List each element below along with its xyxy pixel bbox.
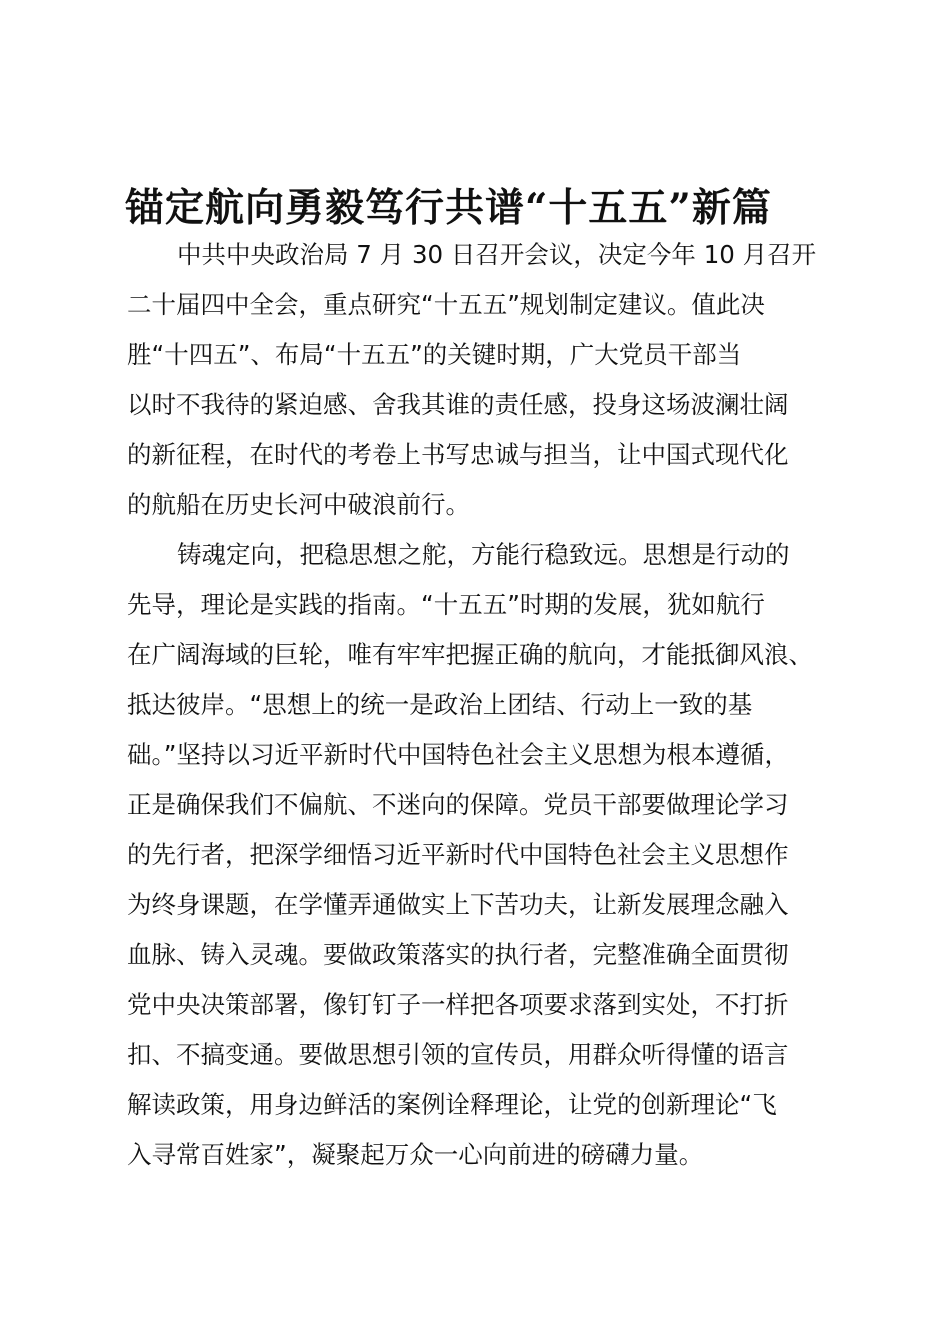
document-body [127, 230, 862, 1180]
paragraph-line: 扣、不搞变通。要做思想引领的宣传员，用群众听得懂的语言 [127, 1040, 789, 1069]
paragraph-line: 解读政策，用身边鲜活的案例诠释理论，让党的创新理论“飞 [127, 1090, 777, 1119]
paragraph-line: 党中央决策部署，像钉钉子一样把各项要求落到实处，不打折 [127, 990, 789, 1019]
paragraph-line: 二十届四中全会，重点研究“十五五”规划制定建议。值此决 [127, 290, 765, 319]
paragraph-1 [127, 230, 862, 530]
document-title: 锚定航向勇毅笃行共谱“十五五”新篇 [125, 185, 772, 231]
paragraph-line: 的先行者，把深学细悟习近平新时代中国特色社会主义思想作 [127, 840, 789, 869]
paragraph-line: 为终身课题，在学懂弄通做实上下苦功夫，让新发展理念融入 [127, 890, 789, 919]
paragraph-line: 入寻常百姓家”，凝聚起万众一心向前进的磅礴力量。 [127, 1140, 704, 1169]
paragraph-2 [127, 530, 862, 1180]
paragraph-line: 以时不我待的紧迫感、舍我其谁的责任感，投身这场波澜壮阔 [127, 390, 789, 419]
paragraph-line: 的航船在历史长河中破浪前行。 [127, 490, 470, 519]
paragraph-line: 血脉、铸入灵魂。要做政策落实的执行者，完整准确全面贯彻 [127, 940, 789, 969]
paragraph-line: 在广阔海域的巨轮，唯有牢牢把握正确的航向，才能抵御风浪、 [127, 640, 813, 669]
paragraph-line: 先导，理论是实践的指南。“十五五”时期的发展，犹如航行 [127, 590, 765, 619]
paragraph-line: 中共中央政治局 7 月 30 日召开会议，决定今年 10 月召开 [177, 240, 817, 269]
paragraph-line: 础。”坚持以习近平新时代中国特色社会主义思想为根本遵循， [127, 740, 789, 769]
paragraph-line: 抵达彼岸。“思想上的统一是政治上团结、行动上一致的基 [127, 690, 753, 719]
paragraph-line: 铸魂定向，把稳思想之舵，方能行稳致远。思想是行动的 [177, 540, 790, 569]
paragraph-line: 胜“十四五”、布局“十五五”的关键时期，广大党员干部当 [127, 340, 742, 369]
paragraph-line: 正是确保我们不偏航、不迷向的保障。党员干部要做理论学习 [127, 790, 789, 819]
paragraph-line: 的新征程，在时代的考卷上书写忠诚与担当，让中国式现代化 [127, 440, 789, 469]
